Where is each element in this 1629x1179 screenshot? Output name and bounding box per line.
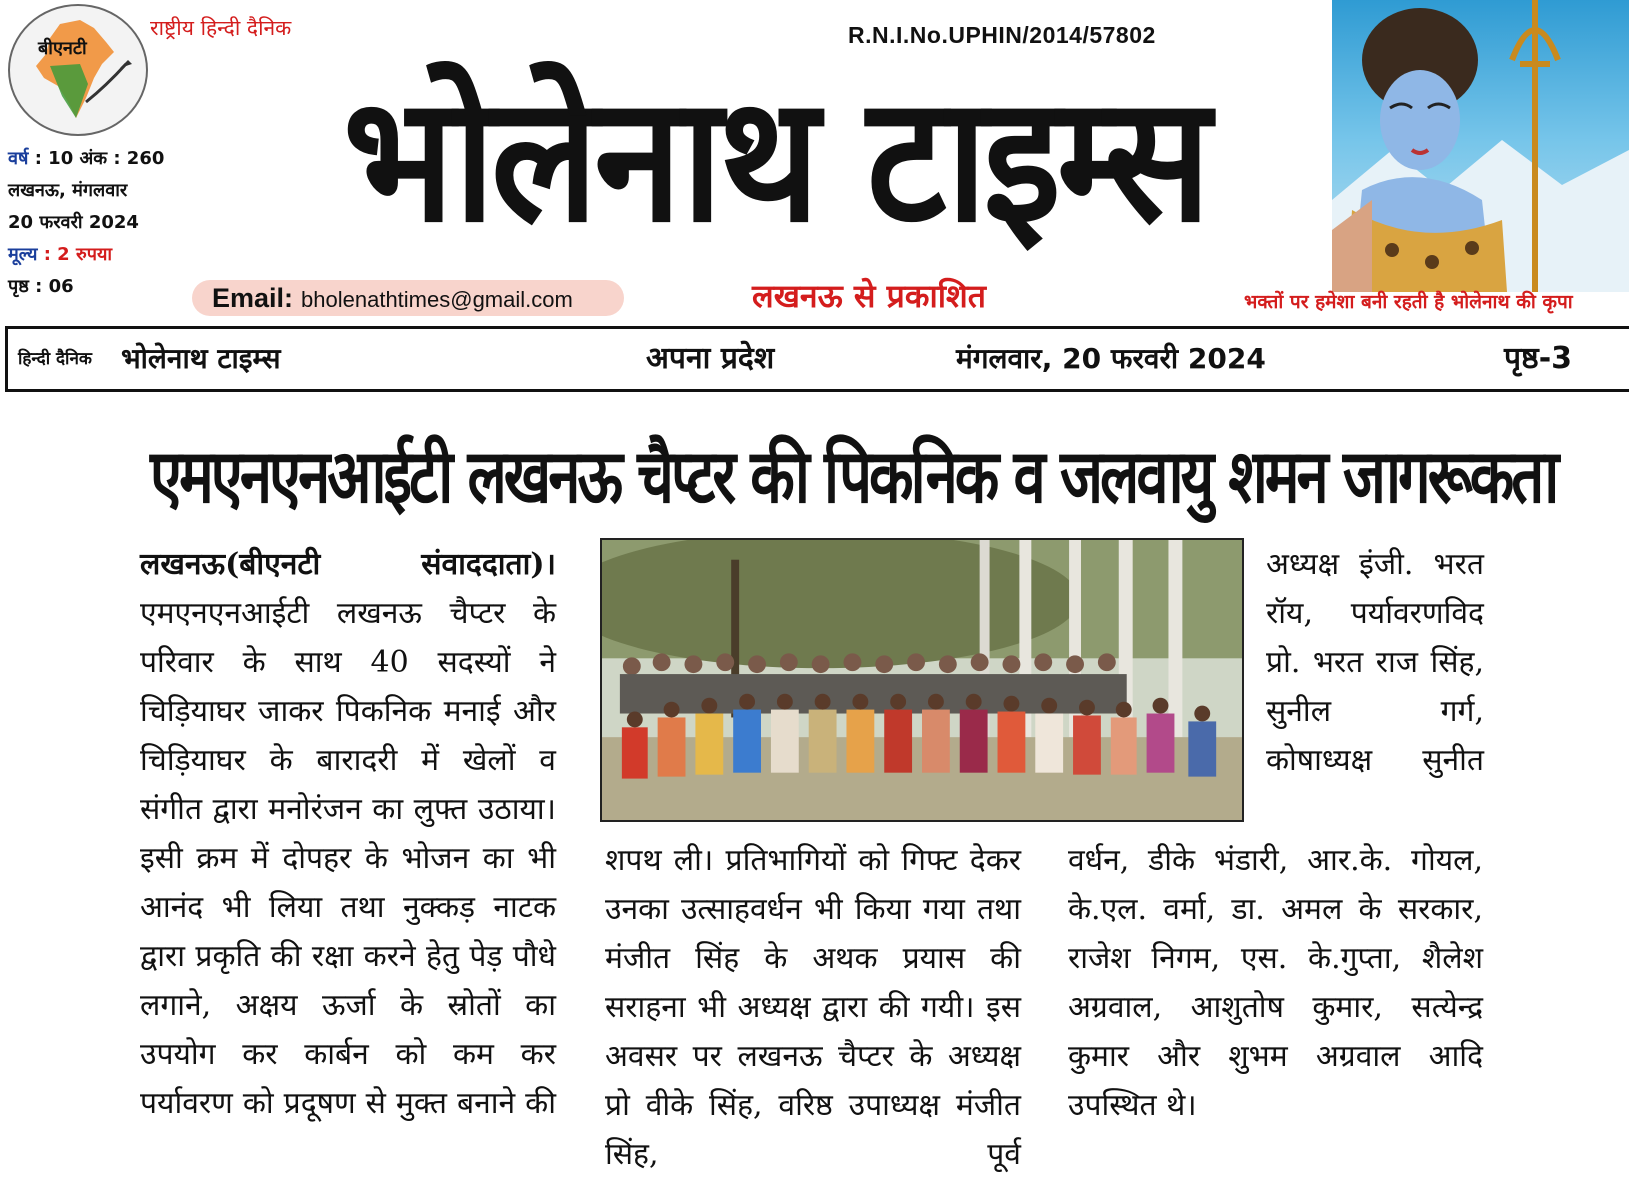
article-column-3 — [1068, 836, 1483, 1130]
deity-illustration — [1332, 0, 1629, 292]
article-column-4 — [1266, 540, 1484, 785]
newspaper-title: भोलेनाथ टाइम्स — [343, 58, 1207, 262]
strip-paper-name: भोलेनाथ टाइम्स — [121, 342, 281, 375]
strip-page-number: पृष्ठ-3 — [1504, 341, 1573, 376]
pages-label: पृष्ठ — [8, 276, 29, 297]
article-column-2 — [605, 836, 1021, 1179]
price-info — [8, 242, 112, 266]
logo-text: बीएनटी — [38, 38, 87, 59]
column-2-text: शपथ ली। प्रतिभागियों को गिफ्ट देकर उनका उत्साहवर्धन भी किया गया तथा मंजीत सिंह के अथक प्रयास की सराहना भी अध्यक्ष द्वारा की गयी। इस अवसर पर लखनऊ चैप्टर के अध्यक्ष प्रो वीके सिंह, वरिष्ठ उपाध्यक्ष मंजीत सिंह, पूर्व — [605, 843, 1021, 1172]
email-pill — [192, 280, 624, 316]
column-4-text: अध्यक्ष इंजी. भरत रॉय, पर्यावरणविद प्रो. भरत राज सिंह, सुनील गर्ग, कोषाध्यक्ष सुनीत — [1266, 547, 1484, 778]
place-day: लखनऊ, मंगलवार — [8, 180, 128, 201]
column-1-text: एमएनएनआईटी लखनऊ चैप्टर के परिवार के साथ 40 सदस्यों ने चिड़ियाघर जाकर पिकनिक मनाई और चिड़ियाघर के बारादरी में खेलों व संगीत द्वारा मनोरंजन का लुफ्त उठाया। इसी क्रम में दोपहर के भोजन का भी आनंद भी लिया तथा नुक्कड़ नाटक द्वारा प्रकृति की रक्षा करने हेतु पेड़ पौधे लगाने, अक्षय ऊर्जा के स्रोतों का उपयोग कर कार्बन को कम कर पर्यावरण को प्रदूषण से मुक्त बनाने की — [140, 596, 556, 1121]
shiva-illustration-icon — [1332, 0, 1629, 292]
article-column-1 — [140, 540, 556, 1128]
group-photo — [600, 538, 1244, 822]
strip-paper-type: हिन्दी दैनिक — [18, 349, 92, 369]
pages-value: : 06 — [35, 276, 74, 297]
newspaper-logo — [8, 4, 148, 136]
issue-value: : 10 अंक : 260 — [34, 148, 165, 169]
email-address[interactable]: bholenathtimes@gmail.com — [301, 287, 573, 312]
issue-label: वर्ष — [8, 148, 29, 169]
blessing-line: भक्तों पर हमेशा बनी रहती है भोलेनाथ की कृपा — [1244, 291, 1573, 313]
rni-number: R.N.I.No.UPHIN/2014/57802 — [848, 22, 1156, 48]
column-3-text: वर्धन, डीके भंडारी, आर.के. गोयल, के.एल. वर्मा, डा. अमल के सरकार, राजेश निगम, एस. के.गुप्ता, शैलेश अग्रवाल, आशुतोष कुमार, सत्येन्द्र कुमार और शुभम अग्रवाल आदि उपस्थित थे। — [1068, 843, 1483, 1123]
article-headline: एमएनएनआईटी लखनऊ चैप्टर की पिकनिक व जलवायु शमन जागरूकता — [150, 432, 1557, 520]
tagline: राष्ट्रीय हिन्दी दैनिक — [150, 16, 292, 40]
india-map-logo-icon — [10, 6, 146, 134]
strip-section: अपना प्रदेश — [646, 341, 775, 376]
article-dateline: लखनऊ(बीएनटी संवाददाता)। — [140, 547, 556, 582]
email-label: Email: — [212, 283, 294, 313]
published-from: लखनऊ से प्रकाशित — [752, 277, 987, 315]
strip-date: मंगलवार, 20 फरवरी 2024 — [956, 342, 1266, 375]
price-value: : 2 रुपया — [43, 244, 113, 265]
price-label: मूल्य — [8, 244, 38, 265]
issue-date: 20 फरवरी 2024 — [8, 212, 139, 233]
page-header-strip — [5, 326, 1629, 392]
issue-info — [8, 146, 164, 170]
group-photo-image-icon — [602, 540, 1242, 820]
pages-info — [8, 274, 74, 298]
